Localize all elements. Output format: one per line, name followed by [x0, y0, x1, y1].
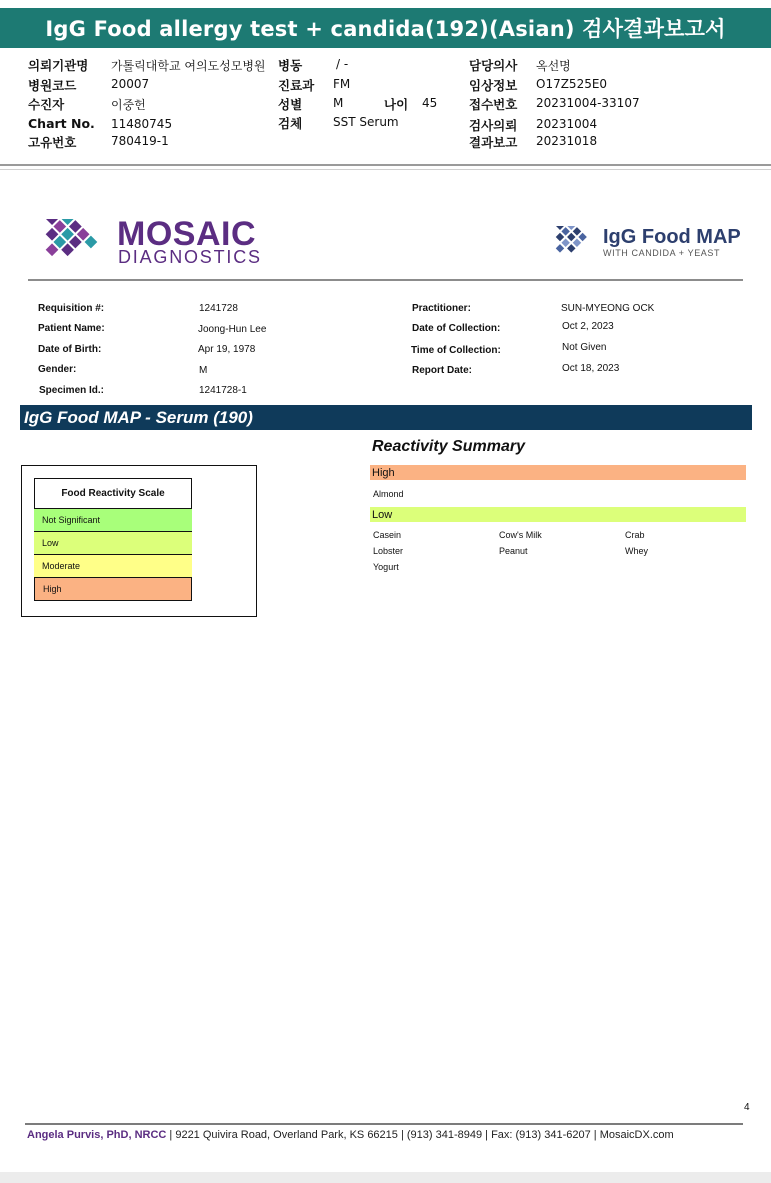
field-value-age: 45 — [422, 96, 438, 110]
value-gender: M — [199, 365, 208, 376]
value-date-of-collection: Oct 2, 2023 — [562, 321, 614, 332]
diagnostics-logo-text: DIAGNOSTICS — [118, 247, 262, 267]
foodmap-logo-mark — [545, 226, 599, 258]
value-practitioner: SUN-MYEONG OCK — [561, 303, 655, 314]
field-label-clinical-info: 임상정보 — [469, 78, 518, 93]
reactivity-scale-title: Food Reactivity Scale — [61, 487, 165, 499]
field-label-department: 진료과 — [278, 78, 315, 93]
low-food-item: Peanut — [499, 546, 528, 556]
low-food-item: Crab — [625, 530, 645, 540]
footer-divider — [25, 1123, 743, 1125]
section-title: IgG Food MAP - Serum (190) — [24, 407, 253, 427]
report-title-bar — [0, 8, 771, 48]
field-label-unique-id: 고유번호 — [28, 135, 77, 150]
label-dob: Date of Birth: — [38, 344, 102, 355]
high-food-item: Almond — [373, 489, 404, 499]
field-value-department: FM — [333, 77, 351, 91]
summary-high-bar: High — [370, 465, 746, 480]
field-value-institution: 가톨릭대학교 여의도성모병원 — [111, 59, 266, 73]
field-value-sex: M — [333, 96, 344, 110]
foodmap-logo-text: IgG Food MAP — [603, 226, 741, 248]
header-divider-thin — [0, 169, 771, 170]
mosaic-logo-mark — [30, 219, 108, 265]
value-time-of-collection: Not Given — [562, 342, 607, 353]
field-value-ward: / - — [336, 57, 349, 71]
section-title-bar — [20, 405, 752, 430]
field-label-hospital-code: 병원코드 — [28, 78, 77, 93]
field-label-doctor: 담당의사 — [469, 58, 518, 73]
field-value-doctor: 옥선명 — [536, 59, 571, 73]
label-patient-name: Patient Name: — [38, 323, 105, 334]
logo-divider — [28, 279, 743, 281]
reactivity-summary-title: Reactivity Summary — [372, 438, 525, 455]
report-title: IgG Food allergy test + candida(192)(Asian) 검사결과보고서 — [45, 17, 726, 41]
page-bottom-strip — [0, 1172, 771, 1183]
low-food-item: Yogurt — [373, 562, 399, 572]
scale-level-low: Low — [34, 531, 192, 554]
label-requisition: Requisition #: — [38, 303, 105, 314]
field-value-hospital-code: 20007 — [111, 77, 150, 91]
field-label-specimen: 검체 — [278, 116, 303, 131]
low-food-item: Whey — [625, 546, 649, 556]
field-label-sex: 성별 — [278, 97, 303, 112]
field-value-patient: 이중헌 — [111, 98, 146, 112]
field-value-request-date: 20231004 — [536, 117, 598, 131]
footer-address: | 9221 Quivira Road, Overland Park, KS 66215 | (913) 341-8949 | Fax: (913) 341-6207 | MosaicDX.com — [166, 1129, 674, 1141]
field-label-institution: 의뢰기관명 — [28, 58, 89, 73]
field-label-patient: 수진자 — [28, 97, 65, 112]
mosaic-logo-text: MOSAIC — [117, 215, 256, 253]
scale-level-moderate: Moderate — [34, 554, 192, 577]
footer-director-name: Angela Purvis, PhD, NRCC — [27, 1129, 167, 1141]
value-requisition: 1241728 — [199, 303, 238, 314]
label-date-of-collection: Date of Collection: — [412, 323, 501, 334]
low-food-item: Cow's Milk — [499, 530, 542, 540]
scale-level-high: High — [34, 577, 192, 601]
value-dob: Apr 19, 1978 — [198, 344, 256, 355]
field-value-report-date: 20231018 — [536, 134, 598, 148]
field-label-chart-no: Chart No. — [28, 116, 95, 131]
field-label-request-date: 검사의뢰 — [469, 118, 518, 133]
foodmap-logo-subtitle: WITH CANDIDA + YEAST — [603, 248, 721, 258]
label-specimen-id: Specimen Id.: — [39, 385, 105, 396]
field-value-clinical-info: O17Z525E0 — [536, 77, 608, 91]
field-value-chart-no: 11480745 — [111, 117, 173, 131]
label-practitioner: Practitioner: — [412, 303, 471, 314]
field-label-ward: 병동 — [278, 58, 303, 73]
page-number: 4 — [744, 1102, 750, 1113]
label-report-date: Report Date: — [412, 365, 473, 376]
field-label-age: 나이 — [384, 97, 409, 112]
value-patient-name: Joong-Hun Lee — [198, 324, 267, 335]
field-label-receipt-no: 접수번호 — [469, 97, 518, 112]
value-specimen-id: 1241728-1 — [199, 385, 247, 396]
footer-contact — [27, 1129, 674, 1141]
summary-low-bar: Low — [370, 507, 746, 522]
field-label-report-date: 결과보고 — [469, 135, 518, 150]
low-food-item: Lobster — [373, 546, 404, 556]
value-report-date: Oct 18, 2023 — [562, 363, 620, 374]
field-value-unique-id: 780419-1 — [111, 134, 169, 148]
low-food-item: Casein — [373, 530, 402, 540]
field-value-specimen: SST Serum — [333, 115, 399, 129]
scale-level-not-significant: Not Significant — [34, 508, 192, 531]
label-gender: Gender: — [38, 364, 77, 375]
field-value-receipt-no: 20231004-33107 — [536, 96, 640, 110]
label-time-of-collection: Time of Collection: — [411, 345, 501, 356]
header-divider — [0, 164, 771, 166]
